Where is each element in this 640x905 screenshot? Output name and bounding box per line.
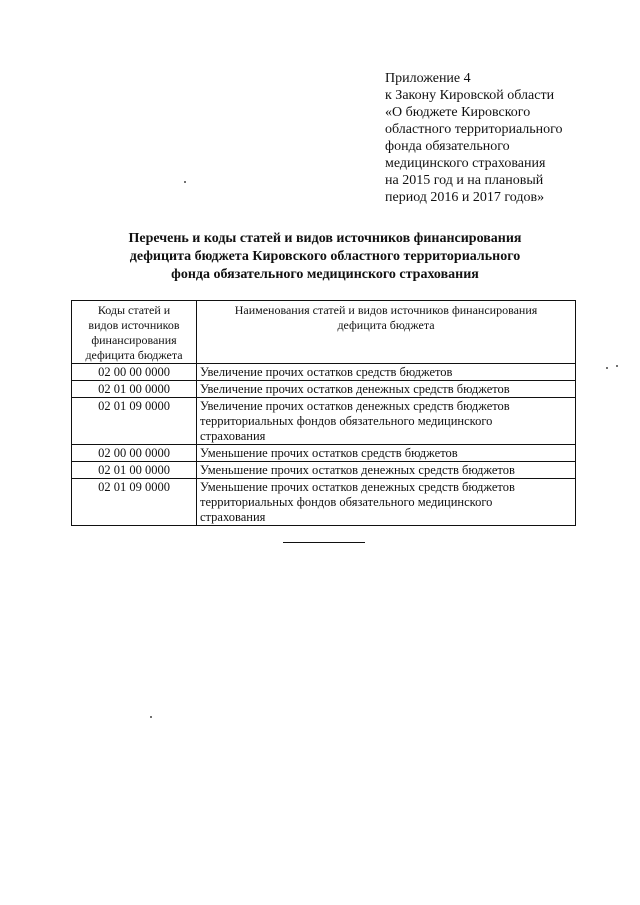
appendix-line: к Закону Кировской области (385, 88, 555, 103)
scan-speck (184, 181, 186, 183)
appendix-line: «О бюджете Кировского (385, 105, 531, 120)
header-name-cell (197, 301, 576, 364)
scan-speck (616, 365, 618, 367)
name-line: Уменьшение прочих остатков денежных средств бюджетов (200, 463, 515, 477)
name-line: Увеличение прочих остатков денежных средств бюджетов (200, 382, 510, 396)
name-cell (197, 462, 576, 479)
name-line: территориальных фондов обязательного медицинского (200, 495, 493, 509)
code-cell: 02 01 09 0000 (72, 479, 197, 526)
name-line: территориальных фондов обязательного медицинского (200, 414, 493, 428)
name-cell (197, 445, 576, 462)
header-code-line: видов источников (88, 318, 180, 332)
appendix-line: медицинского страхования (385, 156, 546, 171)
appendix-line: областного территориального (385, 122, 563, 137)
header-code-line: дефицита бюджета (85, 348, 183, 362)
table-header-row (72, 301, 576, 364)
name-line: страхования (200, 429, 266, 443)
title-line: фонда обязательного медицинского страхования (171, 267, 479, 282)
appendix-block (385, 70, 625, 206)
code-cell: 02 00 00 0000 (72, 364, 197, 381)
table-row (72, 479, 576, 526)
code-cell: 02 01 09 0000 (72, 398, 197, 445)
table-row (72, 381, 576, 398)
name-line: Увеличение прочих остатков денежных средств бюджетов (200, 399, 510, 413)
name-cell (197, 364, 576, 381)
end-rule (283, 542, 365, 543)
header-code-cell (72, 301, 197, 364)
table-row (72, 445, 576, 462)
header-name-line: Наименования статей и видов источников финансирования (234, 303, 538, 317)
code-cell: 02 01 00 0000 (72, 462, 197, 479)
name-line: Уменьшение прочих остатков денежных средств бюджетов (200, 480, 515, 494)
header-code-line: финансирования (91, 333, 177, 347)
title-line: Перечень и коды статей и видов источников финансирования (128, 231, 522, 246)
name-cell (197, 381, 576, 398)
code-cell: 02 01 00 0000 (72, 381, 197, 398)
table-row (72, 364, 576, 381)
header-code-line: Коды статей и (97, 303, 171, 317)
name-line: Уменьшение прочих остатков средств бюджетов (200, 446, 458, 460)
table-row (72, 398, 576, 445)
header-name-line: дефицита бюджета (337, 318, 435, 332)
name-cell (197, 398, 576, 445)
name-line: страхования (200, 510, 266, 524)
document-title (60, 230, 590, 284)
appendix-line: Приложение 4 (385, 71, 471, 86)
title-line: дефицита бюджета Кировского областного территориального (129, 249, 521, 264)
scan-speck (150, 716, 152, 718)
appendix-line: период 2016 и 2017 годов» (385, 190, 545, 205)
name-line: Увеличение прочих остатков средств бюджетов (200, 365, 453, 379)
appendix-line: фонда обязательного (385, 139, 510, 154)
code-cell: 02 00 00 0000 (72, 445, 197, 462)
sources-table (71, 300, 576, 526)
name-cell (197, 479, 576, 526)
table-row (72, 462, 576, 479)
scan-speck (606, 367, 608, 369)
appendix-line: на 2015 год и на плановый (385, 173, 544, 188)
